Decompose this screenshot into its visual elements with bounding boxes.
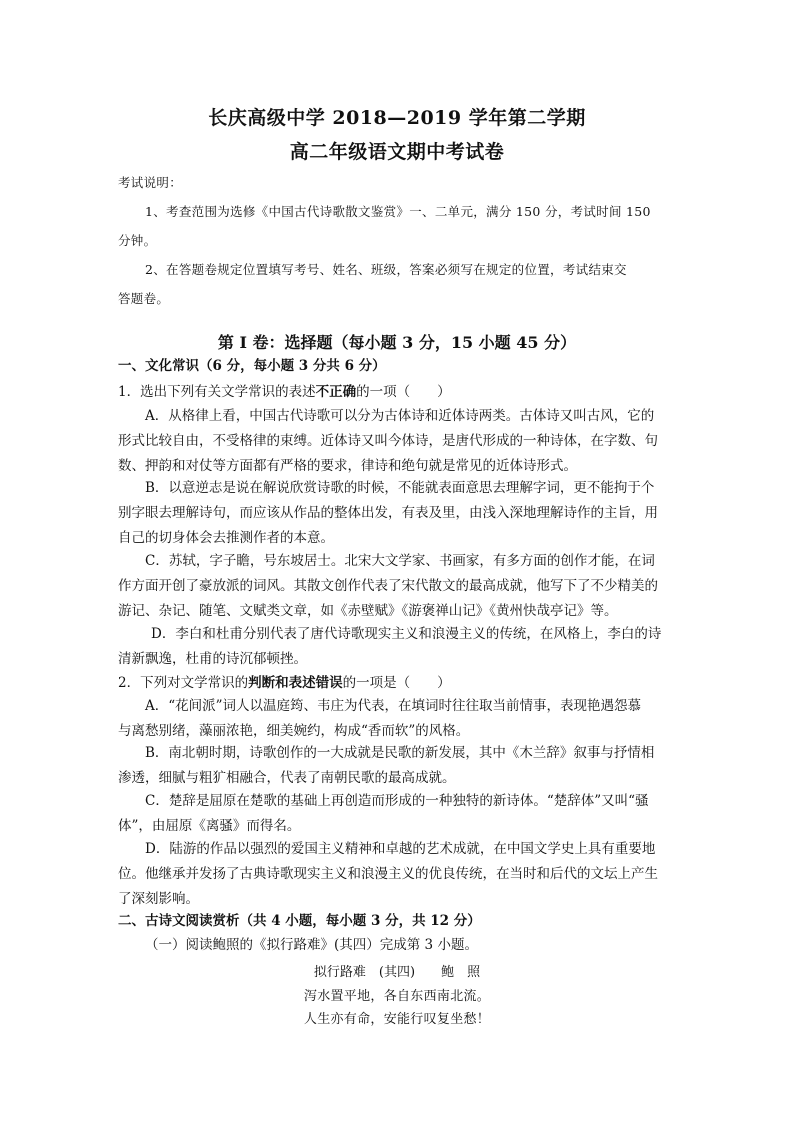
q1-option-c-line2: 作方面开创了豪放派的词风。其散文创作代表了宋代散文的最高成就，他写下了不少精美的 <box>118 578 658 594</box>
question-2-stem-post: 的一项是（ ） <box>342 675 451 691</box>
q1-option-a-line1: A．从格律上看，中国古代诗歌可以分为古体诗和近体诗两类。古体诗又叫古风，它的 <box>145 408 655 424</box>
q1-option-c-line1: C．苏轼，字子瞻，号东坡居士。北宋大文学家、书画家，有多方面的创作才能，在词 <box>145 553 655 569</box>
q2-option-d-line2: 位。他继承并发扬了古典诗歌现实主义和浪漫主义的优良传统，在当时和后代的文坛上产生 <box>118 866 658 882</box>
instruction-2-line1: 2、在答题卷规定位置填写考号、姓名、班级，答案必须写在规定的位置，考试结束交 <box>145 262 627 277</box>
exam-title-line2: 高二年级语文期中考试卷 <box>289 141 505 163</box>
q1-option-a-line3: 数、押韵和对仗等方面都有严格的要求，律诗和绝句就是常见的近体诗形式。 <box>118 458 577 474</box>
question-1-stem-pre: 1．选出下列有关文学常识的表述 <box>118 384 316 400</box>
section2-heading: 二、古诗文阅读赏析（共 4 小题，每小题 3 分，共 12 分） <box>118 913 481 929</box>
question-1-stem-post: 的一项（ ） <box>356 384 451 400</box>
instruction-1-line1: 1、考查范围为选修《中国古代诗歌散文鉴赏》一、二单元，满分 150 分，考试时间 150 <box>145 204 651 219</box>
section2-intro: （一）阅读鲍照的《拟行路难》(其四）完成第 3 小题。 <box>145 937 478 953</box>
q1-option-b-line3: 自己的切身体会去推测作者的本意。 <box>118 530 334 546</box>
part1-title: 第 I 卷：选择题（每小题 3 分，15 小题 45 分） <box>217 333 577 352</box>
question-1-stem-emphasis: 不正确 <box>315 384 357 400</box>
exam-title-line1: 长庆高级中学 2018—2019 学年第二学期 <box>208 107 586 129</box>
q2-option-b-line1: B．南北朝时期，诗歌创作的一大成就是民歌的新发展，其中《木兰辞》叙事与抒情相 <box>145 745 655 761</box>
q2-option-d-line3: 了深刻影响。 <box>118 891 199 907</box>
poem-title: 拟行路难 (其四) 鲍 照 <box>313 965 481 980</box>
q2-option-b-line2: 渗透，细腻与粗犷相融合，代表了南朝民歌的最高成就。 <box>118 770 456 786</box>
q1-option-d-line1: D．李白和杜甫分别代表了唐代诗歌现实主义和浪漫主义的传统，在风格上，李白的诗 <box>151 626 662 642</box>
question-2-stem <box>118 675 451 691</box>
q1-option-d-line2: 清新飘逸，杜甫的诗沉郁顿挫。 <box>118 651 307 667</box>
q2-option-a-line1: A．“花间派”词人以温庭筠、韦庄为代表，在填词时往往取当前情事，表现艳遇怨慕 <box>145 698 642 714</box>
question-1-stem <box>118 384 451 400</box>
q1-option-b-line1: B．以意逆志是说在解说欣赏诗歌的时候，不能就表面意思去理解字词，更不能拘于个 <box>145 480 655 496</box>
q2-option-c-line1: C．楚辞是屈原在楚歌的基础上再创造而形成的一种独特的新诗体。“楚辞体”又叫“骚 <box>145 793 649 809</box>
q1-option-a-line2: 形式比较自由，不受格律的束缚。近体诗又叫今体诗，是唐代形成的一种诗体，在字数、句 <box>118 433 658 449</box>
poem-line-1: 泻水置平地，各自东西南北流。 <box>303 989 491 1004</box>
instruction-1-line2: 分钟。 <box>118 233 157 248</box>
question-2-stem-emphasis: 判断和表述错误 <box>248 675 343 691</box>
question-2-stem-pre: 2．下列对文学常识的 <box>118 675 249 691</box>
poem-line-2: 人生亦有命，安能行叹复坐愁！ <box>303 1012 491 1027</box>
section1-heading: 一、文化常识（6 分，每小题 3 分共 6 分） <box>118 358 386 374</box>
q1-option-b-line2: 别字眼去理解诗句，而应该从作品的整体出发，有表及里，由浅入深地理解诗作的主旨，用 <box>118 505 658 521</box>
q2-option-c-line2: 体”，由屈原《离骚》而得名。 <box>118 818 301 834</box>
q2-option-d-line1: D．陆游的作品以强烈的爱国主义精神和卓越的艺术成就，在中国文学史上具有重要地 <box>145 841 656 857</box>
q1-option-c-line3: 游记、杂记、随笔、文赋类文章，如《赤壁赋》《游褒禅山记》《黄州快哉亭记》等。 <box>118 603 618 619</box>
instructions-label: 考试说明： <box>118 175 183 190</box>
q2-option-a-line2: 与离愁别绪，藻丽浓艳，细美婉约，构成“香而软”的风格。 <box>118 723 470 739</box>
instruction-2-line2: 答题卷。 <box>118 291 170 306</box>
